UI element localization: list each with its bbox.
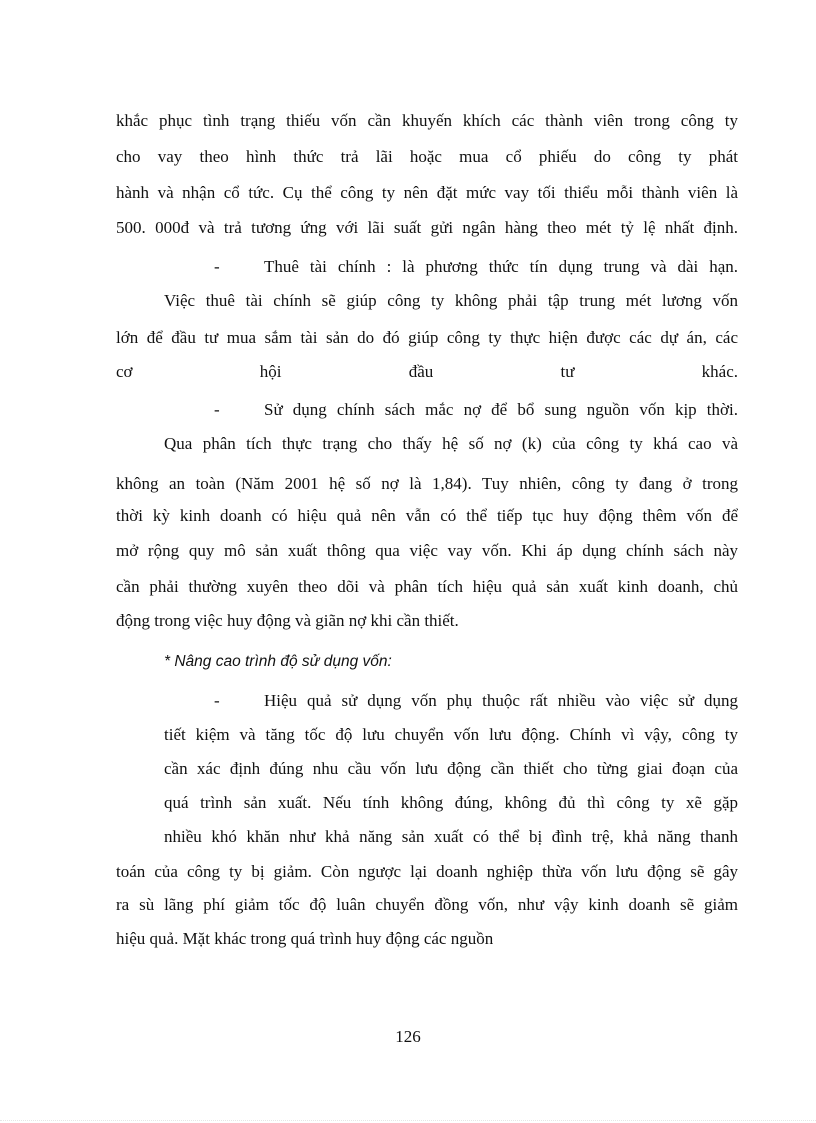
paragraph-line: cần xác định đúng nhu cầu vốn lưu động cần thiết cho từng giai đoạn của: [164, 759, 738, 778]
bullet-paragraph-line: Hiệu quả sử dụng vốn phụ thuộc rất nhiều vào việc sử dụng: [264, 691, 738, 710]
paragraph-line: cơ hội đầu tư khác.: [116, 362, 738, 381]
bullet-dash: -: [214, 691, 220, 710]
paragraph-line: mở rộng quy mô sản xuất thông qua việc vay vốn. Khi áp dụng chính sách này: [116, 541, 738, 560]
bullet-heading: Sử dụng chính sách mắc nợ để bổ sung nguồn vốn kịp thời.: [264, 400, 738, 419]
paragraph-line: cho vay theo hình thức trả lãi hoặc mua cổ phiếu do công ty phát: [116, 147, 738, 166]
paragraph-line: quá trình sản xuất. Nếu tính không đúng, không đủ thì công ty xẽ gặp: [164, 793, 738, 812]
paragraph-line: động trong việc huy động và giãn nợ khi cần thiết.: [116, 611, 459, 630]
paragraph-line: thời kỳ kinh doanh có hiệu quả nên vẫn có thể tiếp tục huy động thêm vốn để: [116, 506, 738, 525]
page-edge-rule: [0, 1120, 816, 1121]
paragraph-line: Qua phân tích thực trạng cho thấy hệ số nợ (k) của công ty khá cao và: [164, 434, 738, 453]
paragraph-line: 500. 000đ và trả tương ứng với lãi suất gửi ngân hàng theo mét tỷ lệ nhất định.: [116, 218, 738, 237]
paragraph-line: ra sù lãng phí giảm tốc độ luân chuyển đồng vốn, như vậy kinh doanh sẽ giảm: [116, 895, 738, 914]
paragraph-line: nhiều khó khăn như khả năng sản xuất có thể bị đình trệ, khả năng thanh: [164, 827, 738, 846]
paragraph-line: hiệu quả. Mặt khác trong quá trình huy động các nguồn: [116, 929, 494, 948]
bullet-heading: Thuê tài chính : là phương thức tín dụng trung và dài hạn.: [264, 257, 738, 276]
section-heading: * Nâng cao trình độ sử dụng vốn:: [164, 653, 392, 670]
paragraph-line: toán của công ty bị giảm. Còn ngược lại doanh nghiệp thừa vốn lưu động sẽ gây: [116, 862, 738, 881]
paragraph-line: cần phải thường xuyên theo dõi và phân tích hiệu quả sản xuất kinh doanh, chủ: [116, 577, 738, 596]
paragraph-line: khắc phục tình trạng thiếu vốn cần khuyến khích các thành viên trong công ty: [116, 111, 738, 130]
bullet-dash: -: [214, 257, 220, 276]
paragraph-line: tiết kiệm và tăng tốc độ lưu chuyển vốn lưu động. Chính vì vậy, công ty: [164, 725, 738, 744]
paragraph-line: không an toàn (Năm 2001 hệ số nợ là 1,84). Tuy nhiên, công ty đang ở trong: [116, 474, 738, 493]
paragraph-line: lớn để đầu tư mua sắm tài sản do đó giúp công ty thực hiện được các dự án, các: [116, 328, 738, 347]
page-number: 126: [395, 1027, 421, 1046]
paragraph-line: Việc thuê tài chính sẽ giúp công ty không phải tập trung mét lương vốn: [164, 291, 738, 310]
paragraph-line: hành và nhận cổ tức. Cụ thể công ty nên đặt mức vay tối thiểu mỗi thành viên là: [116, 183, 738, 202]
bullet-dash: -: [214, 400, 220, 419]
